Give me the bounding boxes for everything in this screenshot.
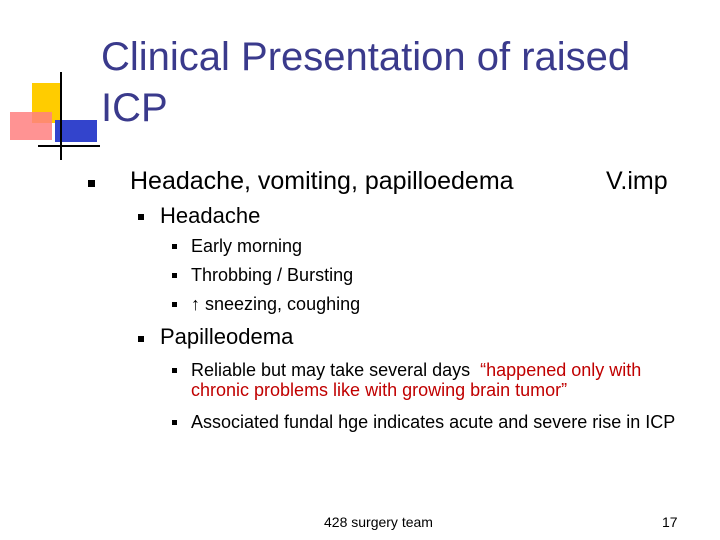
bullet-marker: [172, 273, 177, 278]
headache-item: ↑ sneezing, coughing: [191, 294, 361, 314]
slide-title: Clinical Presentation of raised ICP: [101, 35, 631, 130]
bullet-marker: [138, 214, 144, 220]
bullet-marker: [172, 244, 177, 249]
corner-decoration: [0, 0, 110, 170]
page-number: 17: [662, 514, 678, 530]
main-bullet-note: V.imp: [606, 167, 668, 195]
headache-item: Throbbing / Bursting: [191, 265, 354, 285]
bullet-marker: [172, 420, 177, 425]
papilloedema-label: Papilleodema: [160, 324, 294, 349]
papilloedema-item: Associated fundal hge indicates acute and severe rise in ICP: [191, 412, 676, 432]
papilloedema-item-quote: “happened only with chronic problems like with growing brain tumor”: [191, 360, 642, 400]
bullet-marker: [172, 368, 177, 373]
main-bullet-text: Headache, vomiting, papilloedema: [130, 167, 514, 195]
papilloedema-item-text: Reliable but may take several days: [191, 360, 481, 380]
papilloedema-item: [191, 360, 701, 400]
headache-item: Early morning: [191, 236, 303, 256]
bullet-marker: [138, 336, 144, 342]
bullet-marker: [88, 180, 95, 187]
bullet-marker: [172, 302, 177, 307]
red-square: [10, 112, 52, 140]
footer-text: 428 surgery team: [324, 514, 433, 530]
headache-label: Headache: [160, 203, 261, 228]
